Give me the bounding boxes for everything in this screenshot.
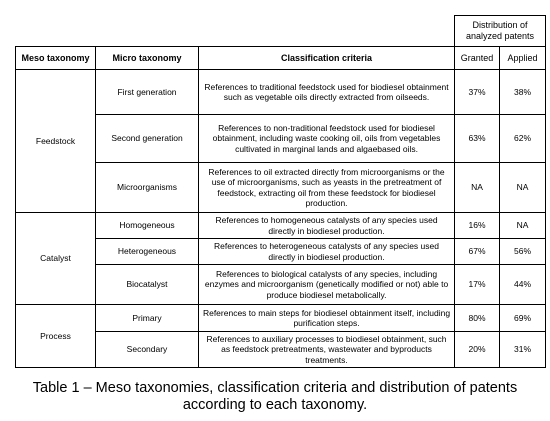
micro-header: Micro taxonomy [96,47,199,70]
micro-cell: Heterogeneous [96,239,199,265]
micro-cell: Secondary [96,332,199,368]
granted-cell: 37% [455,70,500,115]
table-row [16,305,546,332]
criteria-cell: References to biological catalysts of any species, including enzymes and microorganism (genetically modified or not) able to produce biodiesel metabolically. [199,265,455,305]
taxonomy-table [15,15,546,368]
table-row [16,163,546,213]
table-row [16,332,546,368]
table-row [16,265,546,305]
applied-cell: 62% [500,115,546,163]
table-caption: Table 1 – Meso taxonomies, classification criteria and distribution of patents according to each taxonomy. [32,380,518,413]
criteria-cell: References to oil extracted directly from microorganisms or the use of microorganisms, such as yeasts in the pretreatment of feedstock, extracting oil from these feedstock for biodiesel production. [199,163,455,213]
group-header-row [16,16,546,47]
table-row [16,70,546,115]
distribution-header: Distribution of analyzed patents [455,16,546,47]
meso-cell-feedstock: Feedstock [16,70,96,213]
micro-cell: Second generation [96,115,199,163]
meso-header: Meso taxonomy [16,47,96,70]
granted-cell: 17% [455,265,500,305]
criteria-cell: References to traditional feedstock used for biodiesel obtainment such as vegetable oils directly extracted from oilseeds. [199,70,455,115]
applied-cell: 44% [500,265,546,305]
micro-cell: Microorganisms [96,163,199,213]
header-spacer [16,16,455,47]
applied-cell: NA [500,213,546,239]
granted-cell: NA [455,163,500,213]
micro-cell: Biocatalyst [96,265,199,305]
micro-cell: Homogeneous [96,213,199,239]
granted-header: Granted [455,47,500,70]
applied-cell: 31% [500,332,546,368]
criteria-header: Classification criteria [199,47,455,70]
table-row [16,239,546,265]
column-header-row [16,47,546,70]
meso-cell-process: Process [16,305,96,368]
table-row [16,115,546,163]
applied-cell: 56% [500,239,546,265]
granted-cell: 80% [455,305,500,332]
criteria-cell: References to auxiliary processes to biodiesel obtainment, such as feedstock pretreatments, wastewater and byproducts treatments. [199,332,455,368]
micro-cell: First generation [96,70,199,115]
granted-cell: 16% [455,213,500,239]
applied-cell: 38% [500,70,546,115]
criteria-cell: References to homogeneous catalysts of any species used directly in biodiesel production. [199,213,455,239]
applied-header: Applied [500,47,546,70]
criteria-cell: References to main steps for biodiesel obtainment itself, including purification steps. [199,305,455,332]
criteria-cell: References to non-traditional feedstock used for biodiesel obtainment, including waste cooking oil, oils from vegetables cultivated in marginal lands and algaebased oils. [199,115,455,163]
criteria-cell: References to heterogeneous catalysts of any species used directly in biodiesel production. [199,239,455,265]
granted-cell: 67% [455,239,500,265]
applied-cell: NA [500,163,546,213]
meso-cell-catalyst: Catalyst [16,213,96,305]
table-row [16,213,546,239]
granted-cell: 63% [455,115,500,163]
granted-cell: 20% [455,332,500,368]
applied-cell: 69% [500,305,546,332]
micro-cell: Primary [96,305,199,332]
